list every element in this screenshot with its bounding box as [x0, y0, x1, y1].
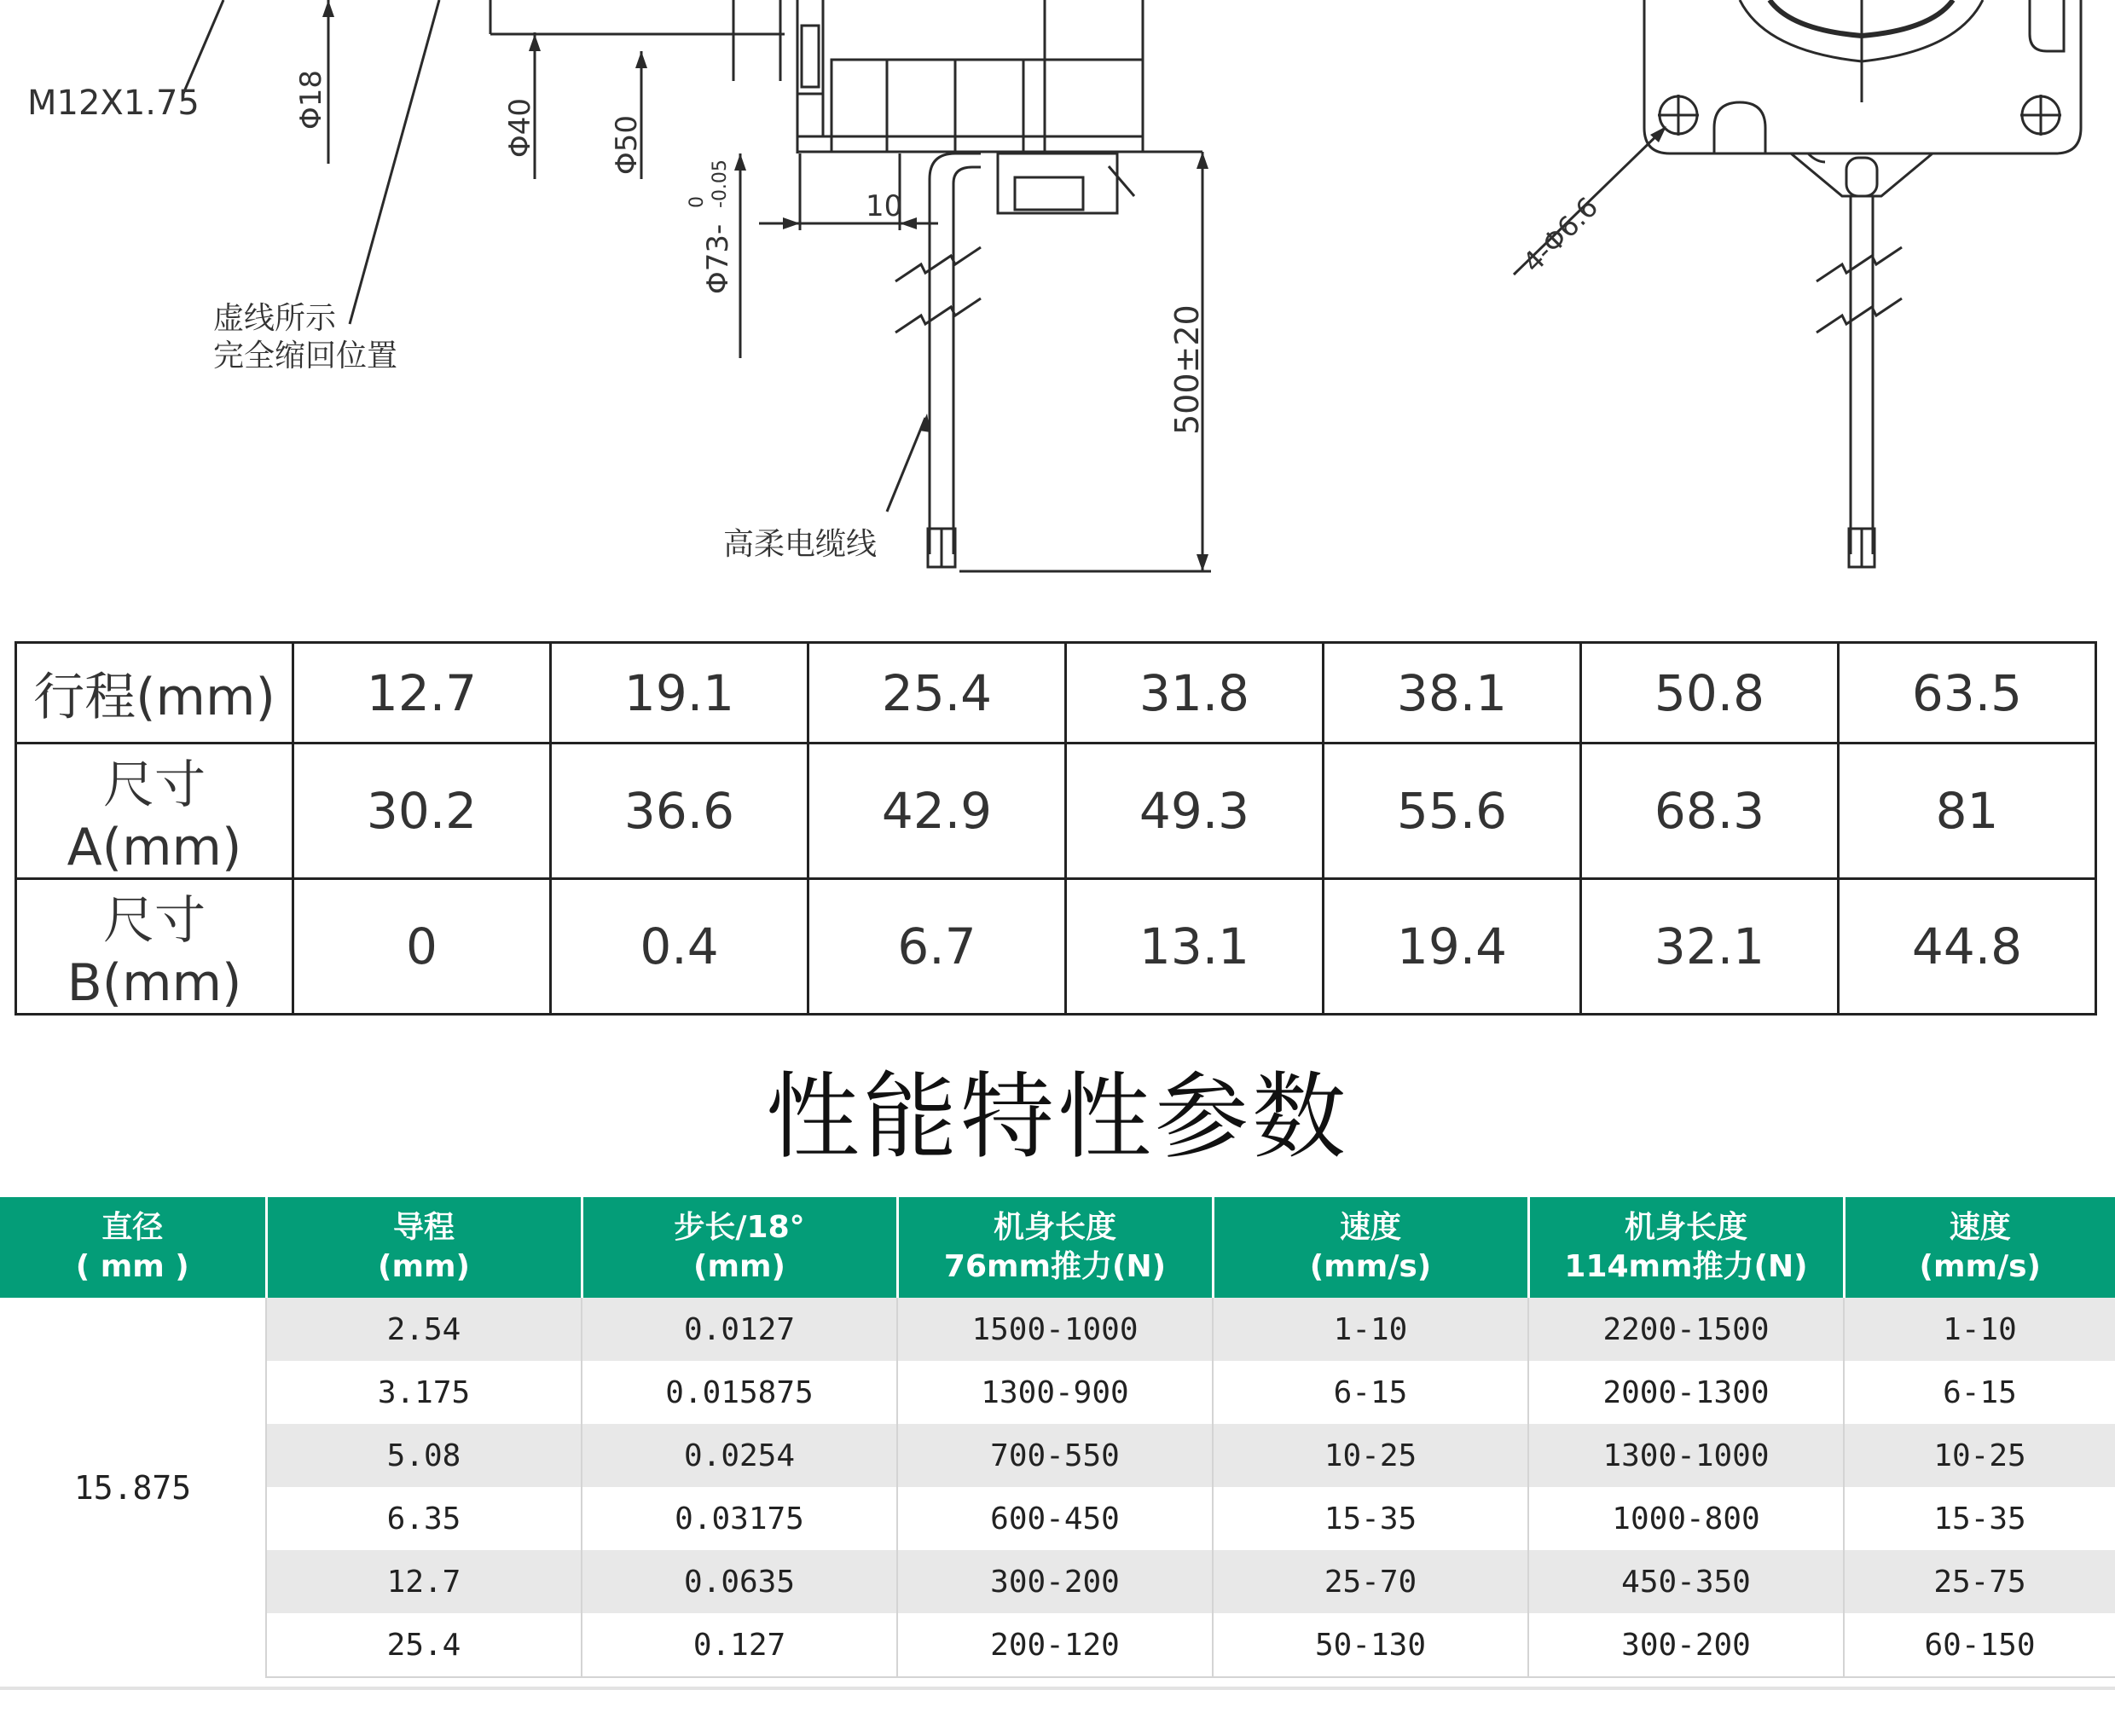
phi40-label: Φ40	[503, 97, 537, 158]
table-cell: 2000-1300	[1528, 1361, 1844, 1424]
table-row	[0, 1487, 2115, 1550]
table-cell: 36.6	[551, 744, 808, 879]
table-cell: 6.35	[266, 1487, 582, 1550]
table-row	[0, 1550, 2115, 1613]
table-cell: 600-450	[897, 1487, 1213, 1550]
table-cell: 15-35	[1213, 1487, 1528, 1550]
table-cell: 1300-900	[897, 1361, 1213, 1424]
table-cell: 25.4	[808, 643, 1066, 744]
table-cell: 1300-1000	[1528, 1424, 1844, 1487]
dashed-note-line1: 虚线所示	[213, 301, 337, 336]
table-cell: 19.1	[551, 643, 808, 744]
table-cell: 42.9	[808, 744, 1066, 879]
header-thrust-76: 机身长度 76mm推力(N)	[897, 1197, 1213, 1298]
table-cell: 0	[293, 879, 551, 1015]
tolerance-lower: -0.05	[710, 159, 731, 208]
table-row	[16, 879, 2096, 1015]
table-cell: 25-75	[1844, 1550, 2115, 1613]
table-cell: 0.4	[551, 879, 808, 1015]
table-cell: 2200-1500	[1528, 1298, 1844, 1361]
technical-drawing	[0, 0, 2115, 588]
table-cell: 6-15	[1844, 1361, 2115, 1424]
phi18-label: Φ18	[294, 69, 328, 130]
table-cell: 5.08	[266, 1424, 582, 1487]
table-cell: 32.1	[1581, 879, 1839, 1015]
table-cell: 30.2	[293, 744, 551, 879]
table-row	[0, 1424, 2115, 1487]
table-cell: 12.7	[266, 1550, 582, 1613]
header-speed-114: 速度 (mm/s)	[1844, 1197, 2115, 1298]
row-header-dim-b: 尺寸B(mm)	[16, 879, 293, 1015]
header-step: 步长/18° (mm)	[582, 1197, 897, 1298]
table-cell: 63.5	[1839, 643, 2096, 744]
cable-note-label: 高柔电缆线	[723, 527, 878, 562]
table-cell: 6.7	[808, 879, 1066, 1015]
cable-length-label: 500±20	[1168, 304, 1206, 435]
table-cell: 1000-800	[1528, 1487, 1844, 1550]
mounting-holes-label: 4-Φ6.6	[1516, 190, 1605, 279]
table-cell: 68.3	[1581, 744, 1839, 879]
table-cell: 15-35	[1844, 1487, 2115, 1550]
phi73-label: Φ73-	[701, 223, 735, 294]
table-cell: 450-350	[1528, 1550, 1844, 1613]
table-cell: 0.0127	[582, 1298, 897, 1361]
header-speed-76: 速度 (mm/s)	[1213, 1197, 1528, 1298]
table-cell: 0.0635	[582, 1550, 897, 1613]
table-cell: 0.03175	[582, 1487, 897, 1550]
table-cell: 1-10	[1844, 1298, 2115, 1361]
bottom-divider	[0, 1687, 2115, 1690]
table-cell: 38.1	[1324, 643, 1581, 744]
dimension-table	[14, 641, 2097, 1016]
header-lead: 导程 (mm)	[266, 1197, 582, 1298]
table-cell: 300-200	[1528, 1613, 1844, 1677]
table-cell: 31.8	[1066, 643, 1324, 744]
dimension-10-label: 10	[866, 189, 903, 223]
performance-title: 性能特性参数	[766, 1062, 1349, 1172]
table-cell: 49.3	[1066, 744, 1324, 879]
header-thrust-114: 机身长度 114mm推力(N)	[1528, 1197, 1844, 1298]
tolerance-upper: 0	[687, 196, 708, 208]
table-cell: 44.8	[1839, 879, 2096, 1015]
table-cell: 0.015875	[582, 1361, 897, 1424]
table-cell: 2.54	[266, 1298, 582, 1361]
table-cell: 25.4	[266, 1613, 582, 1677]
header-row	[0, 1197, 2115, 1298]
table-cell: 60-150	[1844, 1613, 2115, 1677]
table-cell: 10-25	[1844, 1424, 2115, 1487]
table-cell: 6-15	[1213, 1361, 1528, 1424]
thread-label: M12X1.75	[27, 84, 200, 123]
table-row	[0, 1298, 2115, 1361]
table-cell: 0.127	[582, 1613, 897, 1677]
table-cell: 81	[1839, 744, 2096, 879]
header-diameter: 直径 ( mm )	[0, 1197, 266, 1298]
row-header-stroke: 行程(mm)	[16, 643, 293, 744]
phi50-label: Φ50	[610, 114, 644, 175]
diameter-cell: 15.875	[0, 1298, 266, 1677]
table-cell: 1-10	[1213, 1298, 1528, 1361]
table-cell: 50.8	[1581, 643, 1839, 744]
table-cell: 10-25	[1213, 1424, 1528, 1487]
table-row	[0, 1361, 2115, 1424]
table-cell: 0.0254	[582, 1424, 897, 1487]
table-cell: 3.175	[266, 1361, 582, 1424]
table-cell: 12.7	[293, 643, 551, 744]
row-header-dim-a: 尺寸A(mm)	[16, 744, 293, 879]
table-row	[0, 1613, 2115, 1677]
table-row	[16, 744, 2096, 879]
table-cell: 1500-1000	[897, 1298, 1213, 1361]
table-cell: 25-70	[1213, 1550, 1528, 1613]
table-cell: 50-130	[1213, 1613, 1528, 1677]
table-cell: 55.6	[1324, 744, 1581, 879]
dashed-note-line2: 完全缩回位置	[213, 339, 398, 373]
performance-table	[0, 1197, 2115, 1678]
table-cell: 700-550	[897, 1424, 1213, 1487]
table-cell: 13.1	[1066, 879, 1324, 1015]
table-cell: 200-120	[897, 1613, 1213, 1677]
table-row	[16, 643, 2096, 744]
table-cell: 19.4	[1324, 879, 1581, 1015]
dashed-line-note	[213, 300, 397, 375]
table-cell: 300-200	[897, 1550, 1213, 1613]
